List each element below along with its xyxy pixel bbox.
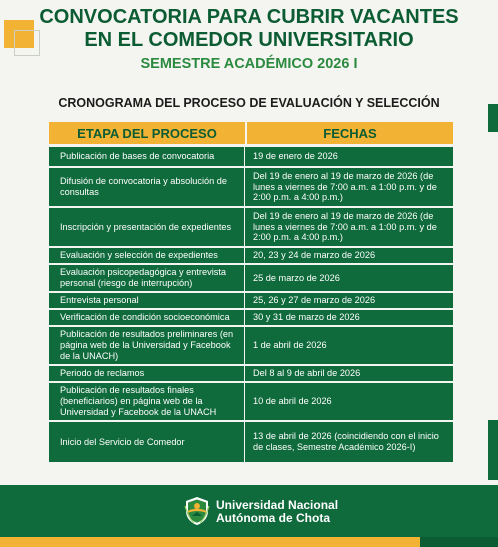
date-cell: Del 8 al 9 de abril de 2026 [253, 368, 361, 379]
stage-cell: Difusión de convocatoria y absolución de consultas [49, 168, 245, 206]
date-cell: 30 y 31 de marzo de 2026 [253, 312, 360, 323]
schedule-subtitle: CRONOGRAMA DEL PROCESO DE EVALUACIÓN Y SELECCIÓN [58, 96, 440, 110]
date-cell: 1 de abril de 2026 [253, 340, 327, 351]
stage-cell: Publicación de resultados preliminares (en página web de la Universidad y Facebook de la UNACH) [49, 327, 245, 364]
table-row [49, 168, 453, 206]
schedule-table [49, 122, 453, 464]
stage-cell: Inicio del Servicio de Comedor [49, 422, 245, 462]
header-stage: ETAPA DEL PROCESO [49, 122, 245, 144]
table-row [49, 366, 453, 381]
table-row [49, 248, 453, 263]
decorative-green-bar-bottom [488, 420, 498, 480]
bottom-green-bar [420, 537, 498, 547]
stage-cell: Evaluación psicopedagógica y entrevista personal (riesgo de interrupción) [49, 265, 245, 291]
stage-cell: Periodo de reclamos [49, 366, 245, 381]
date-cell: 25 de marzo de 2026 [253, 272, 340, 283]
date-cell: 20, 23 y 24 de marzo de 2026 [253, 250, 376, 261]
date-cell: Del 19 de enero al 19 de marzo de 2026 (de lunes a viernes de 7:00 a.m. a 1:00 p.m. y de 2:00 p.m. a 4:00 p.m.) [253, 170, 437, 203]
table-row [49, 383, 453, 420]
stage-cell: Evaluación y selección de expedientes [49, 248, 245, 263]
university-crest-icon [184, 496, 210, 526]
date-cell: 10 de abril de 2026 [253, 396, 332, 407]
stage-cell: Verificación de condición socioeconómica [49, 310, 245, 325]
header-dates: FECHAS [247, 122, 453, 144]
stage-cell: Entrevista personal [49, 293, 245, 308]
table-header [49, 122, 453, 144]
date-cell: 19 de enero de 2026 [253, 151, 338, 162]
title-line-2: EN EL COMEDOR UNIVERSITARIO [84, 29, 414, 51]
stage-cell: Publicación de resultados finales (beneficiarios) en página web de la Universidad y Facebook de la UNACH [49, 383, 245, 420]
table-row [49, 293, 453, 308]
table-row [49, 310, 453, 325]
stage-cell: Publicación de bases de convocatoria [49, 147, 245, 166]
university-name-line-1: Universidad Nacional [216, 498, 339, 512]
table-row [49, 265, 453, 291]
date-cell: 25, 26 y 27 de marzo de 2026 [253, 295, 376, 306]
table-row [49, 422, 453, 462]
table-row [49, 327, 453, 364]
table-row [49, 147, 453, 166]
semester-label: SEMESTRE ACADÉMICO 2026 I [140, 56, 358, 72]
date-cell: Del 19 de enero al 19 de marzo de 2026 (de lunes a viernes de 7:00 a.m. a 1:00 p.m. y de 2:00 p.m. a 4:00 p.m.) [253, 210, 437, 243]
title-line-1: CONVOCATORIA PARA CUBRIR VACANTES [39, 6, 459, 28]
stage-cell: Inscripción y presentación de expedientes [49, 208, 245, 246]
table-row [49, 208, 453, 246]
university-name-line-2: Autónoma de Chota [216, 511, 330, 525]
date-cell: 13 de abril de 2026 (coincidiendo con el inicio de clases, Semestre Académico 2026-I) [253, 431, 439, 452]
